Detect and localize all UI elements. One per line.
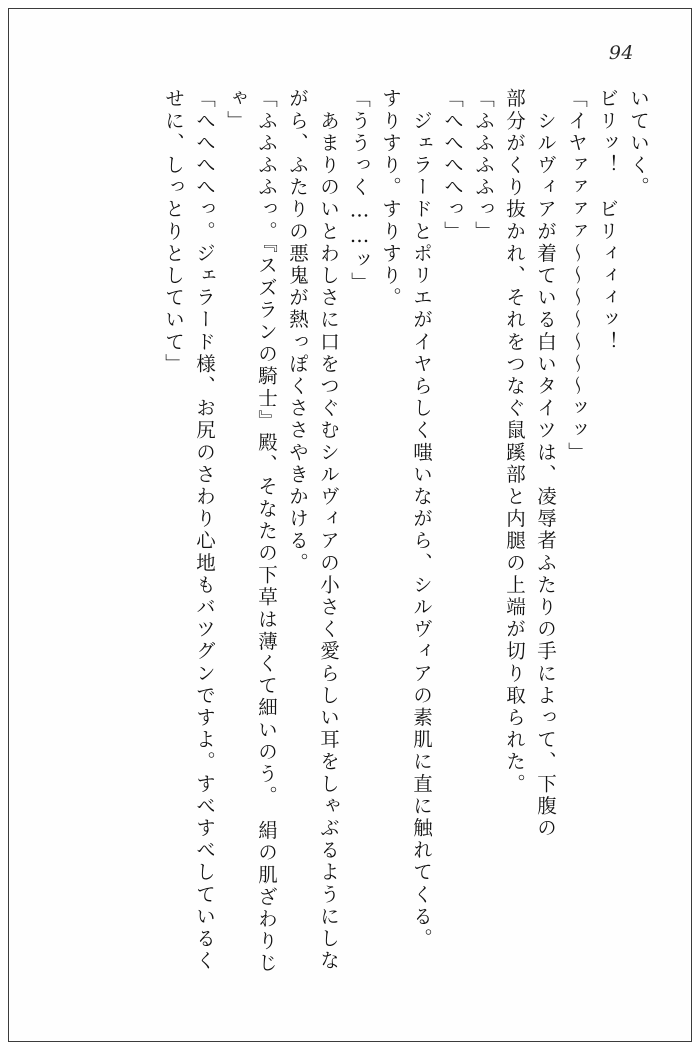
text-line: せに、しっとりとしていて」 — [162, 88, 185, 376]
text-line: すりすり。すりすり。 — [379, 88, 402, 309]
text-line: 「ううっく……ッ」 — [348, 88, 371, 294]
text-line: シルヴィアが着ている白いタイツは、凌辱者ふたりの手によって、下腹の — [534, 88, 557, 840]
text-line: ゃ」 — [224, 88, 247, 133]
text-line: 「へへへへっ」 — [441, 88, 464, 243]
text-line: 「イヤァァァァ～～～～～～～ッッ」 — [565, 88, 588, 464]
vertical-text-body — [64, 88, 648, 988]
text-line: あまりのいとわしさに口をつぐむシルヴィアの小さく愛らしい耳をしゃぶるようにしな — [317, 88, 340, 972]
page-number: 94 — [608, 42, 634, 64]
text-line: がら、ふたりの悪鬼が熱っぽくささやきかける。 — [286, 88, 309, 575]
text-line: 「へへへへっ。ジェラード様、お尻のさわり心地もバツグンですよ。すべすべしているく — [193, 88, 216, 972]
text-line: いていく。 — [627, 88, 650, 199]
text-line: ジェラードとポリエがイヤらしく嗤いながら、シルヴィアの素肌に直に触れてくる。 — [410, 88, 433, 950]
text-line: 部分がくり抜かれ、それをつなぐ鼠蹊部と内腿の上端が切り取られた。 — [503, 88, 526, 796]
text-line: 「ふふふふっ。『スズランの騎士』殿、そなたの下草は薄くて細いのう。 絹の肌ざわりじ — [255, 88, 278, 975]
text-line: ビリッ！ ビリィィィッ！ — [596, 88, 619, 354]
text-line: 「ふふふふっ」 — [472, 88, 495, 243]
